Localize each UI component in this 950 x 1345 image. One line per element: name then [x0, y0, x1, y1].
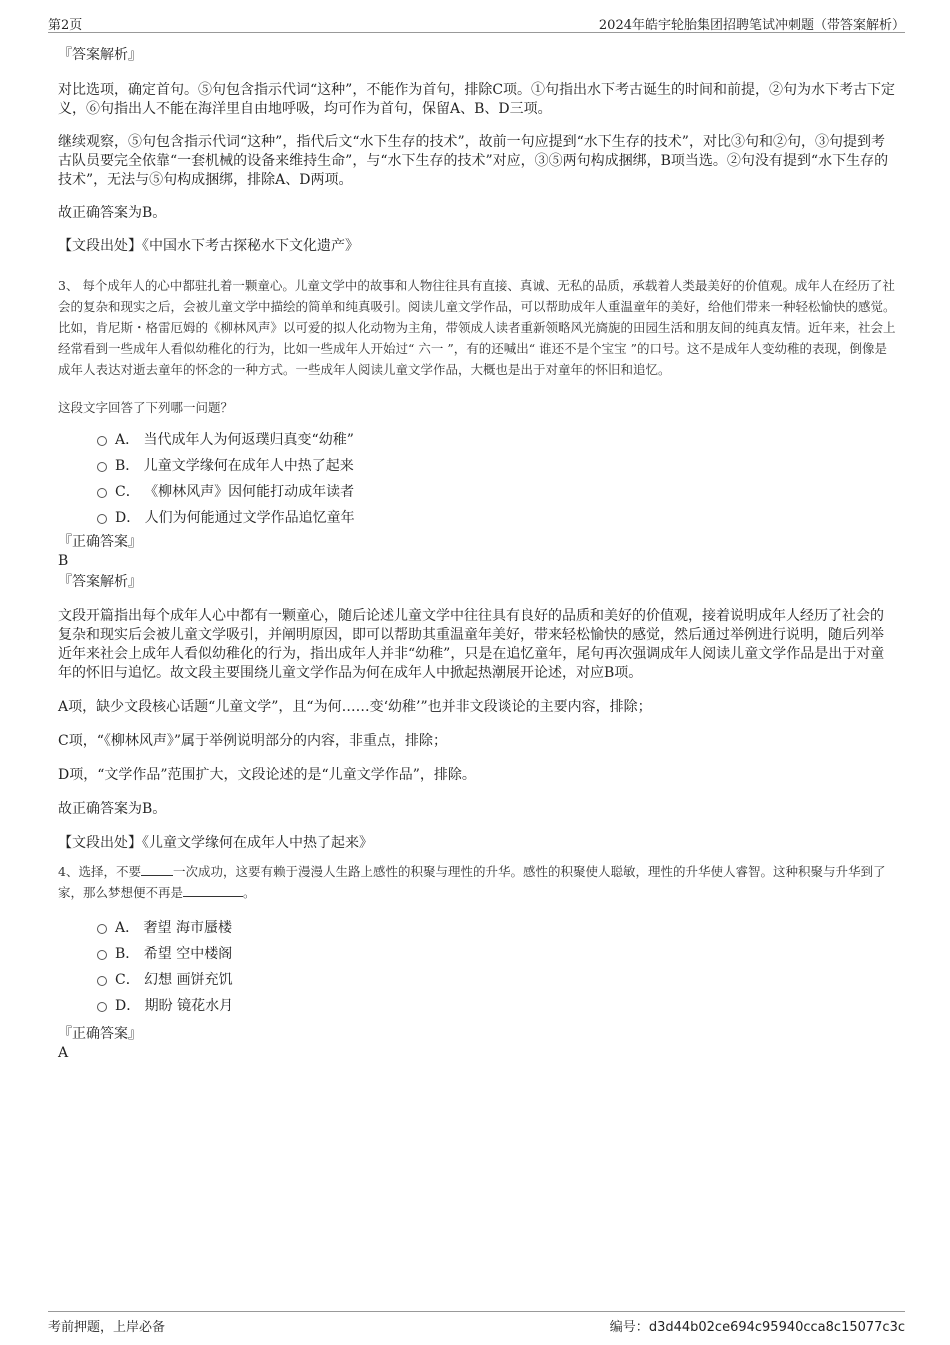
q4-option-a[interactable]: [58, 915, 896, 941]
page-footer: [48, 1311, 905, 1334]
page-number: 第2页: [48, 18, 83, 33]
blank-1: [141, 861, 173, 876]
document-title: 2024年皓宇轮胎集团招聘笔试冲刺题（带答案解析）: [598, 18, 905, 33]
option-text: C． 幻想 画饼充饥: [115, 972, 233, 988]
page-content: [58, 44, 896, 1063]
q3-option-c[interactable]: [58, 479, 896, 505]
q2-analysis-para1: 对比选项，确定首句。⑤句包含指示代词“这种”，不能作为首句，排除C项。①句指出水下考古诞生的时间和前提，②句为水下考古下定义，⑥句指出人不能在海洋里自由地呼吸，均可作为首句，保留A、B、D三项。: [58, 82, 896, 117]
radio-icon[interactable]: [97, 462, 107, 472]
q4-option-b[interactable]: [58, 941, 896, 967]
option-text: A． 奢望 海市蜃楼: [115, 920, 233, 936]
q3-conclusion: 故正确答案为B。: [58, 801, 167, 817]
q4-answer: A: [58, 1045, 69, 1061]
q3-answer-label: 『正确答案』: [58, 534, 142, 550]
option-text: B． 儿童文学缘何在成年人中热了起来: [115, 458, 354, 474]
q4-stem-part3: 。: [243, 885, 256, 900]
radio-icon[interactable]: [97, 976, 107, 986]
q3-analysis-para1: 文段开篇指出每个成年人心中都有一颗童心，随后论述儿童文学中往往具有良好的品质和美好的价值观，接着说明成年人经历了社会的复杂和现实后会被儿童文学吸引，并阐明原因，即可以帮助其重温童年美好，带来轻松愉快的感觉，然后通过举例进行说明，随后列举近年来社会上成年人看似幼稚化的行为，指出成年人并非“幼稚”，只是在追忆童年，尾句再次强调成年人阅读儿童文学作品是出于对童年的怀旧与追忆。故文段主要围绕儿童文学作品为何在成年人中掀起热潮展开论述，对应B项。: [58, 608, 885, 681]
q3-option-d[interactable]: [58, 505, 896, 531]
q3-source: 【文段出处】《儿童文学缘何在成年人中热了起来》: [58, 835, 373, 851]
q3-stem: 3、 每个成年人的心中都驻扎着一颗童心。儿童文学中的故事和人物往往具有直接、真诚、无私的品质，承载着人类最美好的价值观。成年人在经历了社会的复杂和现实之后，会被儿童文学中描绘的简单和纯真吸引。阅读儿童文学作品，可以帮助成年人重温童年的美好，给他们带来一种轻松愉快的感觉。比如，肯尼斯・格雷厄姆的《柳林风声》以可爱的拟人化动物为主角，带领成人读者重新领略风光旖旎的田园生活和朋友间的纯真友情。近年来，社会上经常看到一些成年人看似幼稚化的行为，比如一些成年人开始过“ 六一 ”，有的还喊出“ 谁还不是个宝宝 ”的口号。这不是成年人变幼稚的表现，倒像是成年人表达对逝去童年的怀念的一种方式。一些成年人阅读儿童文学作品，大概也是出于对童年的怀旧和追忆。: [58, 278, 896, 377]
q2-source: 【文段出处】《中国水下考古探秘水下文化遗产》: [58, 238, 359, 254]
q3-analysis-para-c: C项，“《柳林风声》”属于举例说明部分的内容，非重点，排除；: [58, 733, 448, 749]
q3-answer: B: [58, 553, 69, 569]
q3-question: 这段文字回答了下列哪一问题？: [58, 400, 234, 415]
q4-option-d[interactable]: [58, 993, 896, 1019]
q3-option-b[interactable]: [58, 453, 896, 479]
q4-stem: [58, 861, 896, 903]
page-header: [48, 12, 905, 33]
q2-conclusion: 故正确答案为B。: [58, 205, 167, 221]
option-text: D． 人们为何能通过文学作品追忆童年: [115, 510, 355, 526]
q4-stem-part2: 一次成功，这要有赖于漫漫人生路上感性的积聚与理性的升华。感性的积聚使人聪敏，理性的升华使人睿智。这种积聚与升华到了家，那么梦想便不再是: [58, 864, 886, 900]
q4-options: [58, 915, 896, 1019]
q3-analysis-para-a: A项，缺少文段核心话题“儿童文学”，且“为何……变‘幼稚’”也并非文段谈论的主要内容，排除；: [58, 699, 652, 715]
q4-stem-part1: 4、选择，不要: [58, 864, 141, 879]
footer-slogan: 考前押题，上岸必备: [48, 1320, 166, 1335]
q3-analysis-para-d: D项，“文学作品”范围扩大，文段论述的是“儿童文学作品”，排除。: [58, 767, 476, 783]
option-text: D． 期盼 镜花水月: [115, 998, 234, 1014]
serial-label: 编号：: [609, 1320, 649, 1335]
q4-answer-label: 『正确答案』: [58, 1026, 142, 1042]
serial-number: d3d44b02ce694c95940cca8c15077c3c: [648, 1320, 905, 1335]
q2-analysis-para2: 继续观察，⑤句包含指示代词“这种”，指代后文“水下生存的技术”，故前一句应提到“水下生存的技术”，对比③句和②句，③句提到考古队员要完全依靠“一套机械的设备来维持生命”，与“水下生存的技术”对应，③⑤两句构成捆绑，B项当选。②句没有提到“水下生存的技术”，无法与⑤句构成捆绑，排除A、D两项。: [58, 134, 889, 188]
q4-option-c[interactable]: [58, 967, 896, 993]
radio-icon[interactable]: [97, 436, 107, 446]
option-text: C． 《柳林风声》因何能打动成年读者: [115, 484, 355, 500]
q3-options: [58, 427, 896, 531]
q2-analysis-label: 『答案解析』: [58, 47, 142, 63]
option-text: A． 当代成年人为何返璞归真变“幼稚”: [115, 432, 354, 448]
footer-serial: [610, 1316, 905, 1335]
radio-icon[interactable]: [97, 1002, 107, 1012]
radio-icon[interactable]: [97, 488, 107, 498]
blank-2: [183, 882, 243, 897]
radio-icon[interactable]: [97, 950, 107, 960]
option-text: B． 希望 空中楼阁: [115, 946, 233, 962]
radio-icon[interactable]: [97, 514, 107, 524]
q3-analysis-label: 『答案解析』: [58, 574, 142, 590]
q3-option-a[interactable]: [58, 427, 896, 453]
radio-icon[interactable]: [97, 924, 107, 934]
